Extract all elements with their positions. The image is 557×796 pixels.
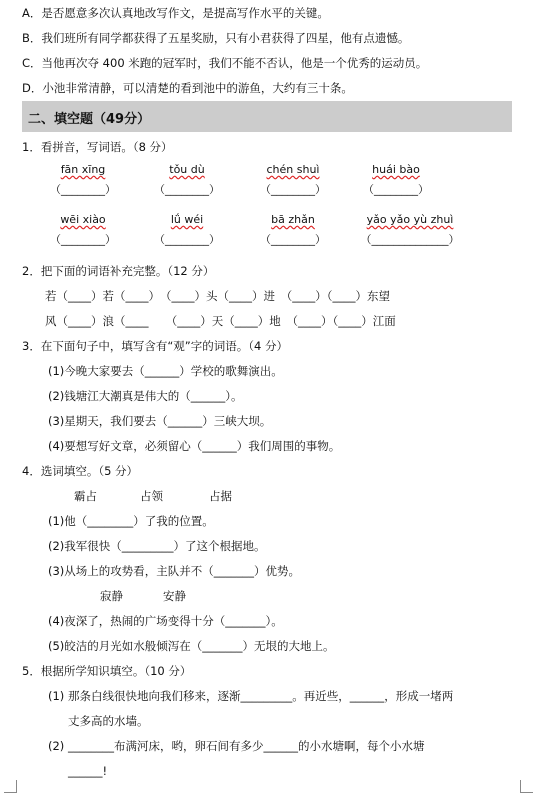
- section-banner: [22, 101, 512, 132]
- q1-title: 1．看拼音，写词语。（8 分）: [22, 140, 173, 154]
- pinyin-text: lǘ wéi: [170, 213, 204, 226]
- pinyin-text: bā zhǎn: [271, 213, 315, 226]
- answer-blank[interactable]: （________）: [50, 233, 116, 246]
- pinyin-text: fān xīng: [60, 163, 106, 176]
- answer-blank[interactable]: （________）: [260, 183, 326, 196]
- q5-item-1b: 丈多高的水墙。: [68, 714, 149, 728]
- page-corner-mark-left: [4, 780, 17, 793]
- q4-item-5[interactable]: (5)皎洁的月光如水般倾泻在（_______）无垠的大地上。: [48, 639, 335, 653]
- q4-word-1: 霸占: [74, 489, 97, 503]
- q3-item-3[interactable]: (3)星期天，我们要去（______）三峡大坝。: [48, 414, 272, 428]
- choice-a: A．是否愿意多次认真地改写作文，是提高写作水平的关键。: [22, 6, 329, 20]
- q3-item-2[interactable]: (2)钱塘江大潮真是伟大的（______）。: [48, 389, 243, 403]
- q5-title: 5．根据所学知识填空。（10 分）: [22, 664, 192, 678]
- q2-title: 2．把下面的词语补充完整。（12 分）: [22, 264, 215, 278]
- pinyin-item: [144, 163, 230, 197]
- q5-item-2b[interactable]: ______!: [68, 764, 108, 778]
- q4-title: 4．选词填空。（5 分）: [22, 464, 139, 478]
- answer-blank[interactable]: （________）: [260, 233, 326, 246]
- answer-blank[interactable]: （______________）: [360, 233, 460, 246]
- pinyin-item: [350, 213, 470, 247]
- q4-item-3[interactable]: (3)从场上的攻势看，主队并不（_______）优势。: [48, 564, 301, 578]
- answer-blank[interactable]: （________）: [154, 233, 220, 246]
- q4-item-2[interactable]: (2)我军很快（_________）了这个根据地。: [48, 539, 266, 553]
- q3-item-4[interactable]: (4)要想写好文章，必须留心（______）我们周围的事物。: [48, 439, 341, 453]
- choice-d: D．小池非常清静，可以清楚的看到池中的游鱼，大约有三十条。: [22, 81, 353, 95]
- q4-word-5: 安静: [163, 589, 186, 603]
- choice-c: C．当他再次夺 400 米跑的冠军时，我们不能不否认，他是一个优秀的运动员。: [22, 56, 428, 70]
- pinyin-item: [353, 163, 439, 197]
- q4-word-4: 寂静: [100, 589, 123, 603]
- pinyin-text: chén shuì: [266, 163, 320, 176]
- page-corner-mark-right: [520, 780, 533, 793]
- pinyin-item: [40, 213, 126, 247]
- pinyin-text: huái bào: [372, 163, 420, 176]
- choice-b: B．我们班所有同学都获得了五星奖励，只有小君获得了四星，他有点遗憾。: [22, 31, 410, 45]
- answer-blank[interactable]: （________）: [50, 183, 116, 196]
- pinyin-text: wēi xiào: [60, 213, 106, 226]
- q4-word-3: 占据: [209, 489, 232, 503]
- pinyin-item: [250, 213, 336, 247]
- q3-item-1[interactable]: (1)今晚大家要去（______）学校的歌舞演出。: [48, 364, 283, 378]
- q3-title: 3．在下面句子中，填写含有“观”字的词语。（4 分）: [22, 339, 288, 353]
- section-title: 二、填空题（49分）: [28, 112, 151, 127]
- pinyin-item: [40, 163, 126, 197]
- q2-line2[interactable]: 风（____）浪（____ （____）天（____）地 （____）（____）江面: [45, 314, 396, 328]
- pinyin-item: [144, 213, 230, 247]
- q4-word-2: 占领: [140, 489, 163, 503]
- q4-item-4[interactable]: (4)夜深了，热闹的广场变得十分（_______）。: [48, 614, 283, 628]
- q5-item-1a[interactable]: (1) 那条白线很快地向我们移来，逐渐_________。再近些，______，形成一堵两: [48, 689, 454, 703]
- q4-item-1[interactable]: (1)他（________）了我的位置。: [48, 514, 214, 528]
- answer-blank[interactable]: （________）: [154, 183, 220, 196]
- q5-item-2a[interactable]: (2) ________布满河床，哟，卵石间有多少______的小水塘啊，每个小水塘: [48, 739, 425, 753]
- pinyin-item: [250, 163, 336, 197]
- answer-blank[interactable]: （________）: [363, 183, 429, 196]
- q2-line1[interactable]: 若（____）若（____） （____）头（____）进 （____）（____）东望: [45, 289, 390, 303]
- pinyin-text: yǎo yǎo yù zhuì: [366, 213, 454, 226]
- pinyin-text: tǒu dù: [169, 163, 205, 176]
